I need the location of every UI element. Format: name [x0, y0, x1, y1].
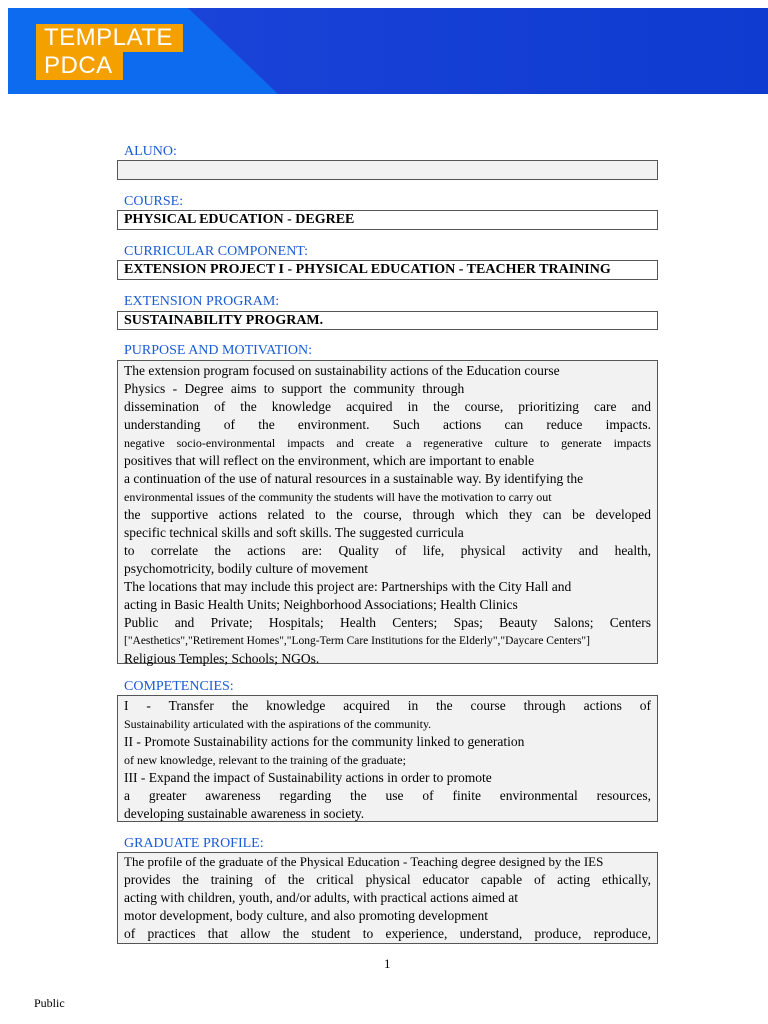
profile-line: acting with children, youth, and/or adults, with practical actions aimed at [124, 890, 519, 905]
component-label: CURRICULAR COMPONENT: [124, 244, 309, 259]
program-value: SUSTAINABILITY PROGRAM. [124, 313, 324, 328]
competency-line: Sustainability articulated with the aspirations of the community. [124, 717, 432, 731]
competencies-textarea[interactable] [117, 695, 658, 822]
template-pdca-logo [36, 24, 183, 80]
course-label: COURSE: [124, 194, 184, 209]
competency-line: developing sustainable awareness in society. [124, 806, 365, 821]
purpose-line: dissemination of the knowledge acquired in the course, prioritizing care and [124, 399, 651, 414]
profile-line: motor development, body culture, and also promoting development [124, 908, 489, 923]
purpose-label: PURPOSE AND MOTIVATION: [124, 343, 312, 358]
program-label: EXTENSION PROGRAM: [124, 294, 280, 309]
page-number: 1 [384, 956, 391, 971]
purpose-textarea[interactable] [117, 360, 658, 664]
profile-line: The profile of the graduate of the Physical Education - Teaching degree designed by the IES [124, 854, 604, 869]
purpose-line: specific technical skills and soft skills. The suggested curricula [124, 525, 464, 540]
logo-line-2: PDCA [36, 52, 123, 80]
purpose-line: environmental issues of the community the students will have the motivation to carry out [124, 490, 552, 504]
program-field[interactable] [117, 311, 658, 330]
purpose-line: a continuation of the use of natural resources in a sustainable way. By identifying the [124, 471, 584, 486]
purpose-line: The locations that may include this project are: Partnerships with the City Hall and [124, 579, 572, 594]
profile-label: GRADUATE PROFILE: [124, 836, 264, 851]
competency-line: II - Promote Sustainability actions for the community linked to generation [124, 734, 525, 749]
aluno-field[interactable] [117, 160, 658, 180]
competencies-label: COMPETENCIES: [124, 679, 234, 694]
competency-line: of new knowledge, relevant to the training of the graduate; [124, 753, 406, 767]
profile-line: of practices that allow the student to experience, understand, produce, reproduce, [124, 926, 651, 941]
purpose-line: Public and Private; Hospitals; Health Centers; Spas; Beauty Salons; Centers [124, 615, 651, 630]
competency-line: I - Transfer the knowledge acquired in the course through actions of [124, 698, 651, 713]
purpose-line: psychomotricity, bodily culture of movement [124, 561, 368, 576]
aluno-label: ALUNO: [124, 144, 177, 159]
profile-line: provides the training of the critical physical educator capable of acting ethically, [124, 872, 651, 887]
purpose-line: negative socio-environmental impacts and create a regenerative culture to generate impacts [124, 436, 651, 450]
course-field[interactable] [117, 210, 658, 230]
purpose-line: ["Aesthetics","Retirement Homes","Long-Term Care Institutions for the Elderly","Daycare Centers"] [124, 635, 590, 647]
component-value: EXTENSION PROJECT I - PHYSICAL EDUCATION - TEACHER TRAINING [124, 262, 611, 277]
purpose-line: positives that will reflect on the environment, which are important to enable [124, 453, 535, 468]
profile-textarea[interactable] [117, 852, 658, 944]
competency-line: a greater awareness regarding the use of finite environmental resources, [124, 788, 651, 803]
purpose-line: Physics - Degree aims to support the community through [124, 381, 465, 396]
course-value: PHYSICAL EDUCATION - DEGREE [124, 212, 355, 227]
classification-label: Public [34, 996, 65, 1010]
purpose-line: The extension program focused on sustainability actions of the Education course [124, 363, 560, 378]
competency-line: III - Expand the impact of Sustainability actions in order to promote [124, 770, 492, 785]
purpose-line: understanding of the environment. Such actions can reduce impacts. [124, 417, 651, 432]
purpose-line: to correlate the actions are: Quality of life, physical activity and health, [124, 543, 651, 558]
purpose-line: Religious Temples; Schools; NGOs. [124, 651, 320, 666]
logo-line-1: TEMPLATE [36, 24, 183, 52]
header-banner [8, 8, 768, 94]
purpose-line: acting in Basic Health Units; Neighborhood Associations; Health Clinics [124, 597, 518, 612]
banner-dark-shape [188, 8, 768, 94]
purpose-line: the supportive actions related to the course, through which they can be developed [124, 507, 651, 522]
component-field[interactable] [117, 260, 658, 280]
